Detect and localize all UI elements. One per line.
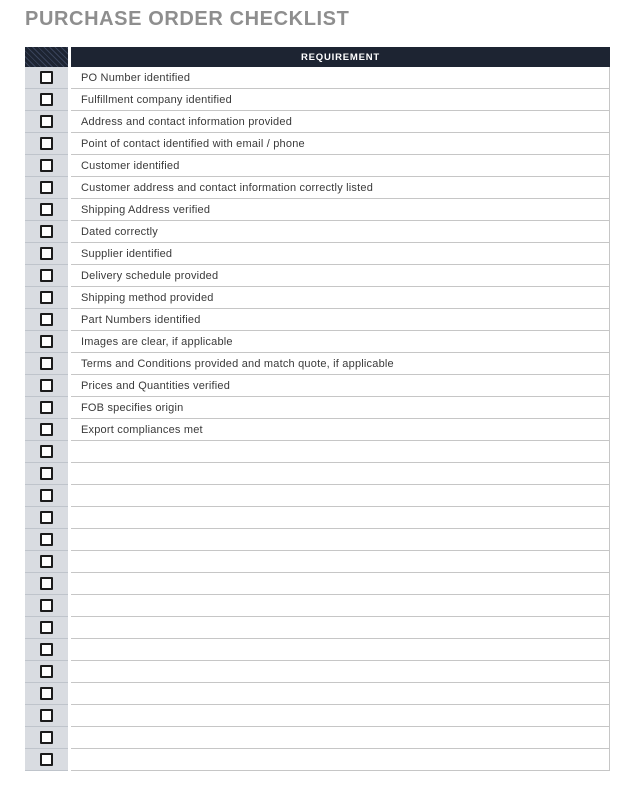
row-checkbox[interactable] [40,137,53,150]
row-checkbox[interactable] [40,313,53,326]
row-checkbox[interactable] [40,533,53,546]
requirement-cell[interactable] [71,419,610,441]
requirement-label: Supplier identified [81,247,173,260]
requirement-label: Export compliances met [81,423,203,436]
checkbox-cell [25,111,68,133]
table-row [25,155,610,177]
checkbox-cell [25,485,68,507]
table-row [25,353,610,375]
requirement-cell[interactable] [71,375,610,397]
table-row [25,639,610,661]
checkbox-cell [25,639,68,661]
checkbox-cell [25,749,68,771]
row-checkbox[interactable] [40,599,53,612]
checkbox-cell [25,683,68,705]
row-checkbox[interactable] [40,203,53,216]
requirement-label: Prices and Quantities verified [81,379,231,392]
requirement-label: Fulfillment company identified [81,93,232,106]
table-row [25,133,610,155]
requirement-cell[interactable] [71,617,610,639]
checkbox-cell [25,375,68,397]
table-row [25,441,610,463]
table-row [25,595,610,617]
row-checkbox[interactable] [40,665,53,678]
requirement-cell[interactable] [71,661,610,683]
table-row [25,463,610,485]
requirement-cell[interactable] [71,133,610,155]
row-checkbox[interactable] [40,247,53,260]
table-row [25,507,610,529]
row-checkbox[interactable] [40,643,53,656]
requirement-label: Shipping Address verified [81,203,211,216]
requirement-cell[interactable] [71,529,610,551]
table-row [25,243,610,265]
checklist-table [25,47,610,771]
table-row [25,67,610,89]
requirement-label: Part Numbers identified [81,313,201,326]
table-row [25,727,610,749]
table-row [25,221,610,243]
requirement-cell[interactable] [71,441,610,463]
row-checkbox[interactable] [40,555,53,568]
checkbox-cell [25,133,68,155]
row-checkbox[interactable] [40,225,53,238]
requirement-cell[interactable] [71,705,610,727]
checkbox-cell [25,177,68,199]
requirement-cell[interactable] [71,331,610,353]
row-checkbox[interactable] [40,181,53,194]
requirement-cell[interactable] [71,199,610,221]
table-row [25,397,610,419]
row-checkbox[interactable] [40,269,53,282]
requirement-label: Point of contact identified with email / phone [81,137,305,150]
table-row [25,331,610,353]
checkbox-cell [25,441,68,463]
row-checkbox[interactable] [40,379,53,392]
requirement-label: Address and contact information provided [81,115,293,128]
requirement-cell[interactable] [71,243,610,265]
table-row [25,529,610,551]
checkbox-cell [25,287,68,309]
table-row [25,551,610,573]
requirement-cell[interactable] [71,89,610,111]
row-checkbox[interactable] [40,159,53,172]
requirement-cell[interactable] [71,727,610,749]
requirement-label: Delivery schedule provided [81,269,219,282]
requirement-cell[interactable] [71,507,610,529]
requirement-cell[interactable] [71,551,610,573]
requirement-label: Dated correctly [81,225,158,238]
checkbox-cell [25,309,68,331]
row-checkbox[interactable] [40,401,53,414]
row-checkbox[interactable] [40,291,53,304]
table-row [25,419,610,441]
checkbox-cell [25,353,68,375]
checkbox-cell [25,573,68,595]
table-row [25,287,610,309]
requirement-cell[interactable] [71,683,610,705]
checkbox-cell [25,243,68,265]
table-row [25,573,610,595]
row-checkbox[interactable] [40,511,53,524]
table-row [25,199,610,221]
checkbox-cell [25,529,68,551]
table-body [25,67,610,771]
requirement-label: Customer address and contact information correctly listed [81,181,374,194]
requirement-cell[interactable] [71,221,610,243]
row-checkbox[interactable] [40,423,53,436]
requirement-cell[interactable] [71,595,610,617]
row-checkbox[interactable] [40,445,53,458]
requirement-label: Shipping method provided [81,291,214,304]
row-checkbox[interactable] [40,687,53,700]
checkbox-cell [25,199,68,221]
requirement-cell[interactable] [71,463,610,485]
checkbox-cell [25,617,68,639]
page-title: PURCHASE ORDER CHECKLIST [25,8,350,30]
requirement-cell[interactable] [71,749,610,771]
row-checkbox[interactable] [40,731,53,744]
requirement-label: Terms and Conditions provided and match quote, if applicable [81,357,394,370]
table-row [25,111,610,133]
checkbox-cell [25,551,68,573]
table-row [25,485,610,507]
checkbox-cell [25,89,68,111]
checkbox-cell [25,463,68,485]
requirement-cell[interactable] [71,485,610,507]
checkbox-cell [25,419,68,441]
requirement-cell[interactable] [71,111,610,133]
requirement-column-header: REQUIREMENT [71,47,610,67]
requirement-cell[interactable] [71,177,610,199]
table-row [25,375,610,397]
requirement-cell[interactable] [71,573,610,595]
requirement-label: Images are clear, if applicable [81,335,233,348]
table-row [25,177,610,199]
row-checkbox[interactable] [40,335,53,348]
requirement-cell[interactable] [71,67,610,89]
checkbox-cell [25,67,68,89]
checkbox-column-header-hatched [25,47,68,67]
row-checkbox[interactable] [40,93,53,106]
row-checkbox[interactable] [40,71,53,84]
checkbox-cell [25,727,68,749]
table-row [25,617,610,639]
table-row [25,683,610,705]
table-row [25,89,610,111]
row-checkbox[interactable] [40,357,53,370]
table-row [25,661,610,683]
table-header-row [25,47,610,67]
row-checkbox[interactable] [40,577,53,590]
requirement-cell[interactable] [71,155,610,177]
checkbox-cell [25,705,68,727]
requirement-cell[interactable] [71,309,610,331]
row-checkbox[interactable] [40,709,53,722]
table-row [25,705,610,727]
table-row [25,265,610,287]
table-row [25,309,610,331]
requirement-label: Customer identified [81,159,180,172]
requirement-cell[interactable] [71,353,610,375]
checkbox-cell [25,595,68,617]
requirement-cell[interactable] [71,287,610,309]
requirement-cell[interactable] [71,639,610,661]
checkbox-cell [25,221,68,243]
checkbox-cell [25,331,68,353]
row-checkbox[interactable] [40,115,53,128]
row-checkbox[interactable] [40,621,53,634]
row-checkbox[interactable] [40,467,53,480]
requirement-cell[interactable] [71,265,610,287]
checkbox-cell [25,661,68,683]
checkbox-cell [25,265,68,287]
row-checkbox[interactable] [40,753,53,766]
requirement-label: PO Number identified [81,71,191,84]
checkbox-cell [25,507,68,529]
checkbox-cell [25,397,68,419]
requirement-cell[interactable] [71,397,610,419]
row-checkbox[interactable] [40,489,53,502]
table-row [25,749,610,771]
checkbox-cell [25,155,68,177]
requirement-label: FOB specifies origin [81,401,184,414]
